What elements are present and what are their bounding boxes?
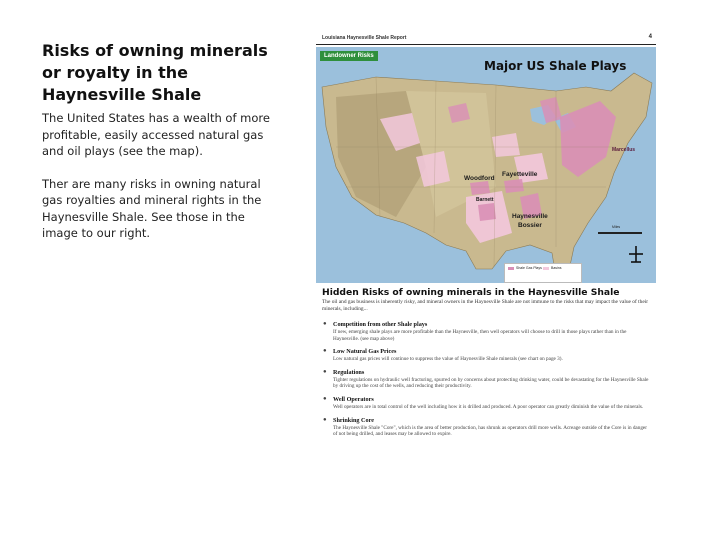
report-page-image: [316, 33, 656, 463]
risk-item: [322, 396, 650, 411]
report-page-number: 4: [648, 34, 652, 40]
hidden-risks-intro: The oil and gas business is inherently risky, and mineral owners in the Haynesville Shale are not immune to the risks that may impact the value of their minerals, including...: [322, 299, 649, 312]
risk-item: [322, 369, 650, 390]
bullet-icon: ●: [323, 348, 327, 355]
fayetteville-label: Fayetteville: [502, 171, 538, 178]
woodford-shale-play: [470, 181, 490, 195]
bullet-icon: ●: [323, 368, 327, 375]
risk-text: Tighter regulations on hydraulic well fracturing, spurred on by concerns about protecting drinking water, could be devastating for the Haynesville Shale by driving up the cost of the wells, and reducing their productivity.: [333, 376, 649, 390]
risk-text: If new, emerging shale plays are more profitable than the Haynesville, then well operators will choose to drill in those plays rather than in the Haynesville. (see map above): [333, 329, 627, 342]
risk-item: [322, 417, 650, 438]
bullet-icon: ●: [323, 321, 327, 327]
haynesville-label: Haynesville: [512, 213, 548, 220]
basin-area: [514, 153, 548, 183]
risk-item: [322, 348, 650, 363]
report-header: [316, 33, 656, 45]
risk-item: [322, 321, 650, 342]
woodford-label: Woodford: [464, 175, 495, 182]
risk-text: Low natural gas prices will continue to suppress the value of Haynesville Shale minerals (see chart on page 3).: [333, 356, 563, 363]
marcellus-label: Marcellus: [612, 147, 636, 153]
hidden-risks-title: Hidden Risks of owning minerals in the Haynesville Shale: [322, 287, 620, 298]
fayetteville-shale-play: [504, 179, 524, 193]
slide-paragraph-1: The United States has a wealth of more profitable, easily accessed natural gas and oil plays (see the map).: [42, 111, 270, 158]
us-shale-map: [316, 47, 656, 283]
us-map-graphic: [316, 47, 656, 283]
slide-paragraph-2: Ther are many risks in owning natural gas royalties and mineral rights in the Haynesville Shale. See those in the image to our right.: [42, 176, 262, 240]
risk-heading: Regulations: [333, 368, 365, 376]
north-arrow-graphic: [628, 245, 644, 263]
map-legend: [504, 263, 582, 283]
risk-text: The Haynesville Shale "Core", which is the area of better production, has shrunk as operators drill more wells. Acreage outside of the Core is in danger of not being drilled, and leases may be allowed to expire.: [333, 424, 647, 438]
risk-heading: Well Operators: [333, 395, 374, 403]
risk-heading: Shrinking Core: [333, 416, 374, 424]
barnett-label: Barnett: [476, 197, 494, 203]
scale-miles-label: Miles: [612, 225, 621, 229]
map-title: Major US Shale Plays: [484, 59, 627, 73]
basins-legend-label: Basins: [551, 266, 562, 270]
bullet-icon: ●: [323, 416, 327, 423]
scale-bar-graphic: [598, 232, 642, 234]
slide-title: Risks of owning minerals or royalty in the Haynesville Shale: [42, 41, 268, 104]
risk-heading: Competition from other Shale plays: [333, 321, 428, 328]
basin-area: [492, 133, 520, 157]
report-header-title: Louisiana Haynesville Shale Report: [322, 35, 407, 41]
bullet-icon: ●: [323, 395, 327, 402]
shale-gas-swatch: [508, 267, 514, 270]
north-arrow-icon: [628, 245, 644, 263]
risk-text: Well operators are in total control of the well including how it is drilled and produced. A poor operator can greatly diminish the value of the minerals.: [333, 403, 644, 410]
risk-list: [322, 321, 650, 444]
shale-gas-legend-label: Shale Gas Plays: [516, 266, 542, 270]
barnett-shale-play: [478, 203, 496, 221]
bossier-label: Bossier: [518, 222, 542, 229]
risk-heading: Low Natural Gas Prices: [333, 348, 397, 356]
slide-text-column: [42, 40, 282, 242]
landowner-risks-badge: Landowner Risks: [320, 51, 378, 61]
basins-swatch: [543, 267, 549, 270]
